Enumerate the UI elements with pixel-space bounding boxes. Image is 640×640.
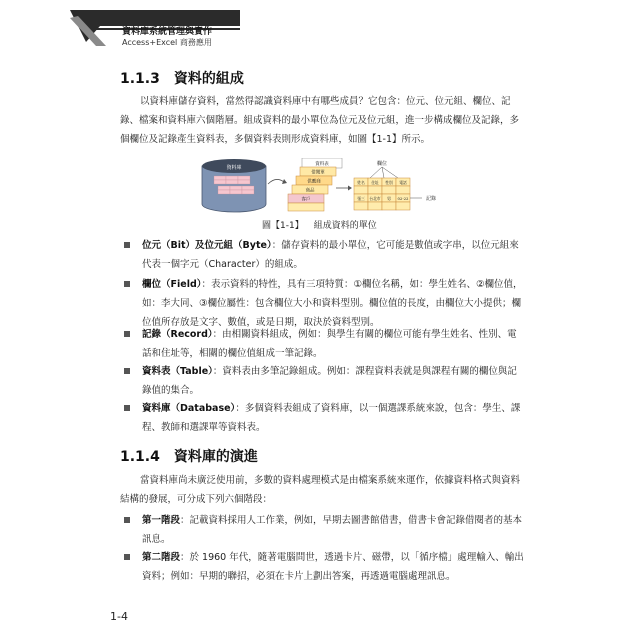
bullet-square-icon	[124, 368, 130, 374]
bullet-square-icon	[124, 405, 130, 411]
stack-label-4: 客戶	[301, 197, 311, 203]
figure-data-units	[196, 158, 436, 216]
record-cell-1: 台北市	[369, 196, 381, 201]
stack-label-0: 資料表	[315, 162, 329, 167]
cell-label-1: 住址	[371, 180, 379, 185]
bullet-item	[124, 511, 524, 549]
section-heading-114	[120, 446, 258, 466]
bullet-item	[124, 236, 524, 274]
bullet-item	[124, 325, 524, 363]
book-title: 資料庫系統管理與實作	[122, 27, 213, 37]
paragraph-text: 以資料庫儲存資料，當然得認識資料庫中有哪些成員？它包含：位元、位元組、欄位、記錄、檔案和資料庫六個階層。組成資料的最小單位為位元及位元組，進一步構成欄位及記錄，多個欄位及記錄產生資料表，多個資料表則形成資料庫，如圖【1-1】所示。	[120, 96, 520, 145]
section-number: 1.1.3	[120, 71, 160, 87]
record-cell-0: 張三	[357, 196, 365, 201]
figure-label: 圖【1-1】	[262, 221, 304, 231]
section-title: 資料的組成	[173, 71, 244, 87]
db-label: 資料庫	[226, 165, 242, 171]
bullet-text: ：於 1960 年代，隨著電腦問世，透過卡片、磁帶，以「循序檔」處理輸入、輸出資料；例如：早期的聯招，必須在卡片上劃出答案，再透過電腦處理訊息。	[142, 552, 524, 582]
cell-label-0: 姓名	[357, 180, 365, 185]
figure-caption	[262, 218, 377, 231]
bullet-square-icon	[124, 281, 130, 287]
bullet-text: ：由相關資料組成，例如：與學生有關的欄位可能有學生姓名、性別、電話和住址等，相關的欄位值組成一筆記錄。	[142, 329, 517, 359]
record-label: 記錄	[426, 196, 436, 202]
intro-paragraph-114	[120, 471, 526, 509]
bullet-text: ：多個資料表組成了資料庫，以一個選課系統來說，包含：學生、課程、教師和選課單等資料表。	[142, 403, 521, 433]
bullet-item	[124, 548, 524, 586]
bullet-term: 記錄（Record）	[142, 329, 213, 340]
figure-caption-text: 組成資料的單位	[313, 221, 377, 231]
record-cell-2: 男	[387, 196, 391, 201]
bullet-term: 第一階段	[142, 515, 181, 526]
arrow-icon	[268, 179, 287, 184]
database-cylinder	[202, 159, 266, 212]
bullet-term: 資料表（Table）	[142, 366, 213, 377]
bullet-text: ：表示資料的特性，具有三項特質：①欄位名稱，如：學生姓名、②欄位值，如：李大同、③欄位屬性：包含欄位大小和資料型別。欄位值的長度，由欄位大小提供；欄位值所存放是文字、數值，或是日期，取決於資料型別。	[142, 279, 523, 328]
record-cell-3: 02-22	[397, 196, 409, 201]
field-label: 欄位	[376, 161, 388, 167]
bullet-term: 資料庫（Database）	[142, 403, 236, 414]
arrow-icon	[336, 186, 352, 191]
book-subtitle: Access+Excel 商務應用	[122, 38, 212, 47]
bullet-square-icon	[124, 331, 130, 337]
bullet-item	[124, 362, 524, 400]
bullet-term: 第二階段	[142, 552, 181, 563]
bullet-square-icon	[124, 517, 130, 523]
intro-paragraph-113	[120, 92, 526, 149]
section-heading-113	[120, 68, 244, 88]
bullet-square-icon	[124, 242, 130, 248]
page-number: 1-4	[110, 610, 128, 623]
bullet-text: ：資料表由多筆記錄組成。例如：課程資料表就是與課程有關的欄位與記錄值的集合。	[142, 366, 517, 396]
bullet-square-icon	[124, 554, 130, 560]
bullet-term: 位元（Bit）及位元組（Byte）	[142, 240, 272, 251]
cell-label-2: 性別	[385, 180, 393, 185]
field-record-table	[354, 160, 436, 210]
cell-label-3: 電話	[399, 180, 407, 185]
stack-label-1: 借閱單	[311, 170, 325, 176]
stack-label-3: 商品	[305, 188, 315, 194]
section-number: 1.1.4	[120, 449, 160, 465]
bullet-text: ：記載資料採用人工作業，例如，早期去圖書館借書，借書卡會記錄借閱者的基本訊息。	[142, 515, 523, 545]
table-stack	[288, 158, 342, 211]
paragraph-text: 當資料庫尚未廣泛使用前，多數的資料處理模式是由檔案系統來運作，依據資料格式與資料結構的發展，可分成下列六個階段：	[120, 475, 521, 505]
bullet-text: ：儲存資料的最小單位，它可能是數值或字串，以位元組來代表一個字元（Character）的組成。	[142, 240, 519, 270]
section-title: 資料庫的演進	[173, 449, 258, 465]
bullet-item	[124, 275, 524, 332]
stack-label-2: 供應商	[307, 179, 321, 185]
bullet-term: 欄位（Field）	[142, 279, 202, 290]
bullet-item	[124, 399, 524, 437]
